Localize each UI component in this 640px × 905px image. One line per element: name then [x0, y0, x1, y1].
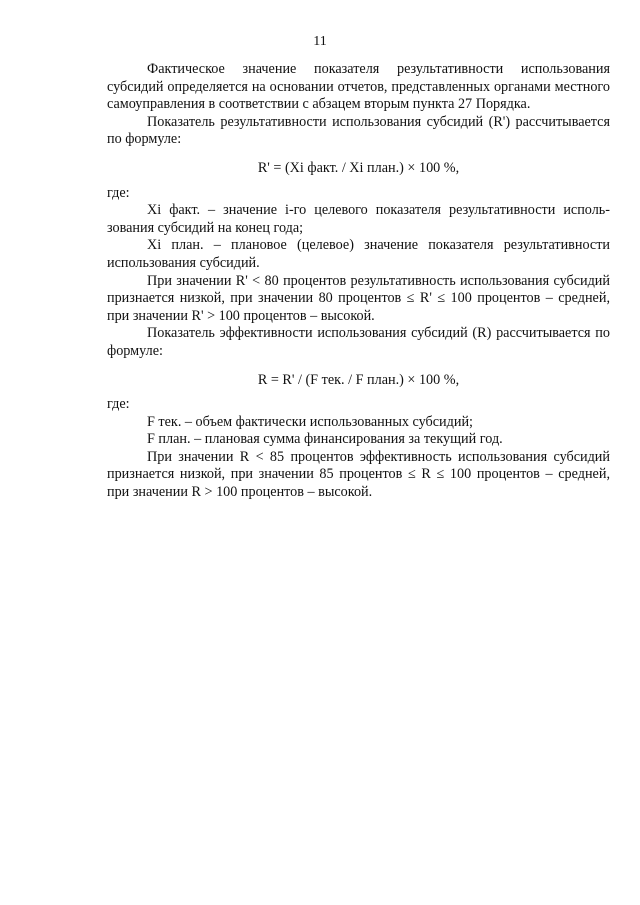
where-label: где:	[107, 396, 130, 413]
paragraph-actual-value: Фактическое значение показателя результативности использования субсидий определяется на основании отчетов, представленных органами местного самоуправления в соответствии с абзацем вторым пункта 27 Порядка.	[107, 61, 610, 113]
paragraph-result-thresholds: При значении R' < 80 процентов результативность использования субсидий признается низкой, при значении 80 процентов ≤ R' ≤ 100 процентов – средней, при значении R' > 100 процентов – высокой.	[107, 272, 610, 324]
paragraph-efficiency-thresholds: При значении R < 85 процентов эффективность использования субсидий признается низкой, при значении 85 процентов ≤ R ≤ 100 процентов – средней, при значении R > 100 процентов – высокой.	[107, 448, 610, 501]
where-label: где:	[107, 184, 130, 201]
page-number: 11	[313, 34, 327, 49]
paragraph-efficiency-indicator: Показатель эффективности использования субсидий (R) рассчитывается по формуле:	[107, 325, 610, 359]
document-body	[107, 61, 610, 502]
definition-f-current: F тек. – объем фактически использованных субсидий;	[147, 413, 473, 430]
definition-xi-plan: Xi план. – плановое (целевое) значение показателя результативности использования субсидий.	[107, 237, 610, 271]
paragraph-result-indicator: Показатель результативности использования субсидий (R') рассчитывается по формуле:	[107, 113, 610, 148]
definition-xi-fact: Xi факт. – значение i-го целевого показателя результативности использования субсидий на конец года;	[107, 202, 610, 236]
formula-result: R' = (Xi факт. / Xi план.) × 100 %,	[257, 159, 460, 176]
definition-f-plan: F план. – плановая сумма финансирования за текущий год.	[147, 431, 503, 448]
formula-efficiency: R = R' / (F тек. / F план.) × 100 %,	[257, 371, 460, 388]
